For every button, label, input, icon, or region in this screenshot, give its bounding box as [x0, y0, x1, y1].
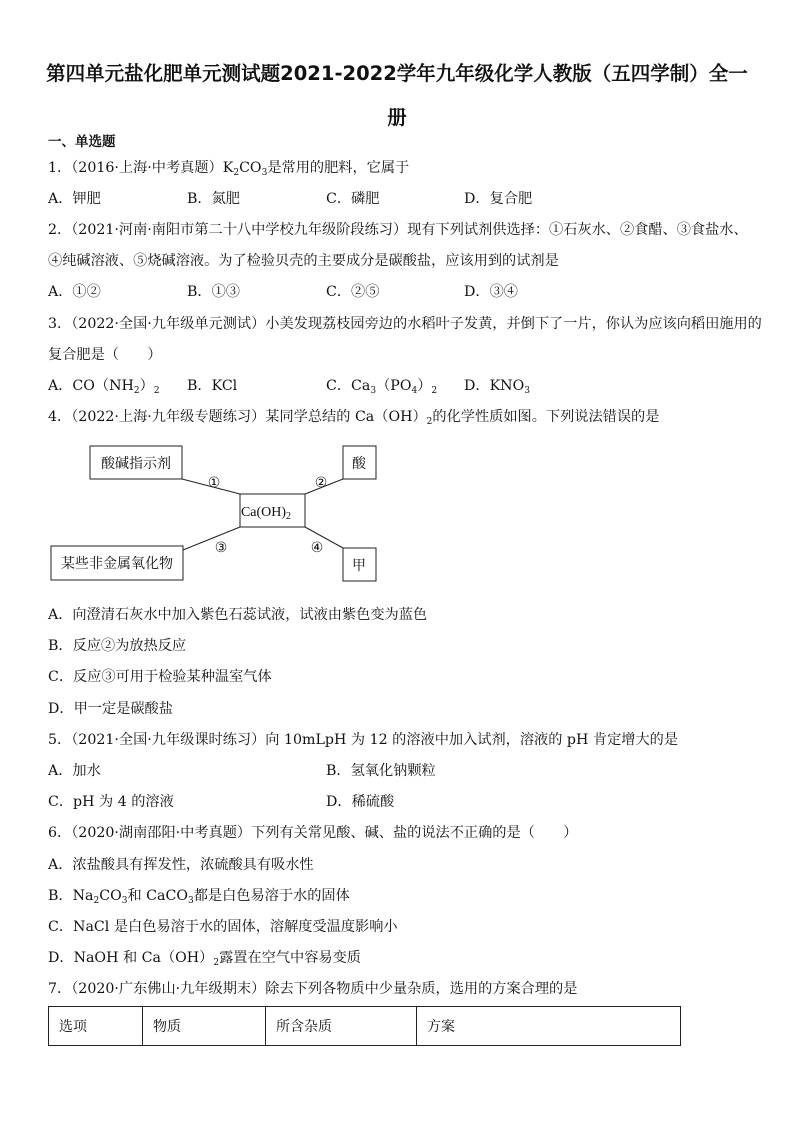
table-header-cell: 选项 [49, 1007, 143, 1046]
q4-option-a: A．向澄清石灰水中加入紫色石蕊试液，试液由紫色变为蓝色 [48, 607, 428, 623]
q2-option-a: A．①② [48, 284, 101, 300]
label-1: ① [207, 475, 221, 491]
q2-option-b: B．①③ [187, 284, 240, 300]
q5-option-c: C．pH 为 4 的溶液 [48, 794, 174, 810]
q4-option-b: B．反应②为放热反应 [48, 638, 187, 654]
table-header-cell: 所含杂质 [266, 1007, 417, 1046]
q1-option-c: C．磷肥 [326, 191, 380, 207]
q1-option-b: B．氮肥 [187, 191, 240, 207]
q4-stem: 4．（2022·上海·九年级专题练习）某同学总结的 $Ca(OH)_2$的化学性质如图。下列说法错误的是 [48, 409, 660, 427]
box-jia-label: 甲 [352, 558, 366, 574]
q6-option-b: B．$Na_2CO_3$和 CaCO$_3$都是白色易溶于水的固体 [48, 888, 350, 906]
table-header-cell: 方案 [417, 1007, 681, 1046]
q6-stem: 6．（2020·湖南邵阳·中考真题）下列有关常见酸、碱、盐的说法不正确的是（ ） [48, 825, 578, 841]
box-nonmetal-oxide-label: 某些非金属氧化物 [61, 556, 173, 572]
q3-option-b: B．KCl [187, 378, 238, 394]
q2-option-d: D．③④ [464, 284, 518, 300]
table-header-row [49, 1007, 681, 1046]
box-indicator-label: 酸碱指示剂 [101, 456, 171, 472]
box-center-label: $Ca(OH)_2$ [240, 505, 292, 522]
label-2: ② [314, 475, 328, 491]
q1-option-a: A．钾肥 [48, 191, 101, 207]
q3-stem-line1: 3．（2022·全国·九年级单元测试）小美发现荔枝园旁边的水稻叶子发黄，并倒下了一片，你认为应该向稻田施用的 [48, 316, 762, 332]
q2-stem-line2: ④纯碱溶液、⑤烧碱溶液。为了检验贝壳的主要成分是碳酸盐，应该用到的试剂是 [48, 253, 559, 269]
connector-3 [183, 527, 240, 550]
q4-option-d: D．甲一定是碳酸盐 [48, 701, 173, 717]
q5-option-a: A．加水 [48, 763, 101, 779]
q2-stem-line1: 2．（2021·河南·南阳市第二十八中学校九年级阶段练习）现有下列试剂供选择：①石灰水、②食醋、③食盐水、 [48, 222, 748, 238]
q3-stem-line2: 复合肥是（ ） [48, 347, 162, 363]
table-header-cell: 物质 [143, 1007, 266, 1046]
q6-option-d: D．NaOH 和 $Ca(OH)_2$露置在空气中容易变质 [48, 950, 361, 968]
q1-stem: 1．（2016·上海·中考真题）$K_2CO_3$是常用的肥料，它属于 [48, 160, 410, 178]
q4-option-c: C．反应③可用于检验某种温室气体 [48, 669, 272, 685]
q6-option-c: C．NaCl 是白色易溶于水的固体，溶解度受温度影响小 [48, 919, 398, 935]
q5-option-b: B．氢氧化钠颗粒 [326, 763, 436, 779]
q3-option-a: A．$CO(NH_2)_2$ [48, 378, 160, 396]
q1-option-d: D．复合肥 [464, 191, 533, 207]
q2-option-c: C．②⑤ [326, 284, 380, 300]
box-acid-label: 酸 [352, 456, 366, 472]
q3-option-d: D．$KNO_3$ [464, 378, 530, 396]
q3-option-c: C．$Ca_3(PO_4)_2$ [326, 378, 438, 396]
q6-option-a: A．浓盐酸具有挥发性，浓硫酸具有吸水性 [48, 857, 314, 873]
q7-stem: 7．（2020·广东佛山·九年级期末）除去下列各物质中少量杂质，选用的方案合理的是 [48, 981, 578, 997]
label-4: ④ [310, 540, 324, 556]
label-3: ③ [214, 540, 228, 556]
section-heading: 一、单选题 [48, 134, 116, 150]
q5-option-d: D．稀硫酸 [326, 794, 395, 810]
page-title: 第四单元盐化肥单元测试题2021-2022学年九年级化学人教版（五四学制）全一册 [46, 62, 748, 129]
q5-stem: 5．（2021·全国·九年级课时练习）向 10mLpH 为 12 的溶液中加入试剂，溶液的 pH 肯定增大的是 [48, 732, 679, 748]
q7-table [48, 1006, 681, 1046]
